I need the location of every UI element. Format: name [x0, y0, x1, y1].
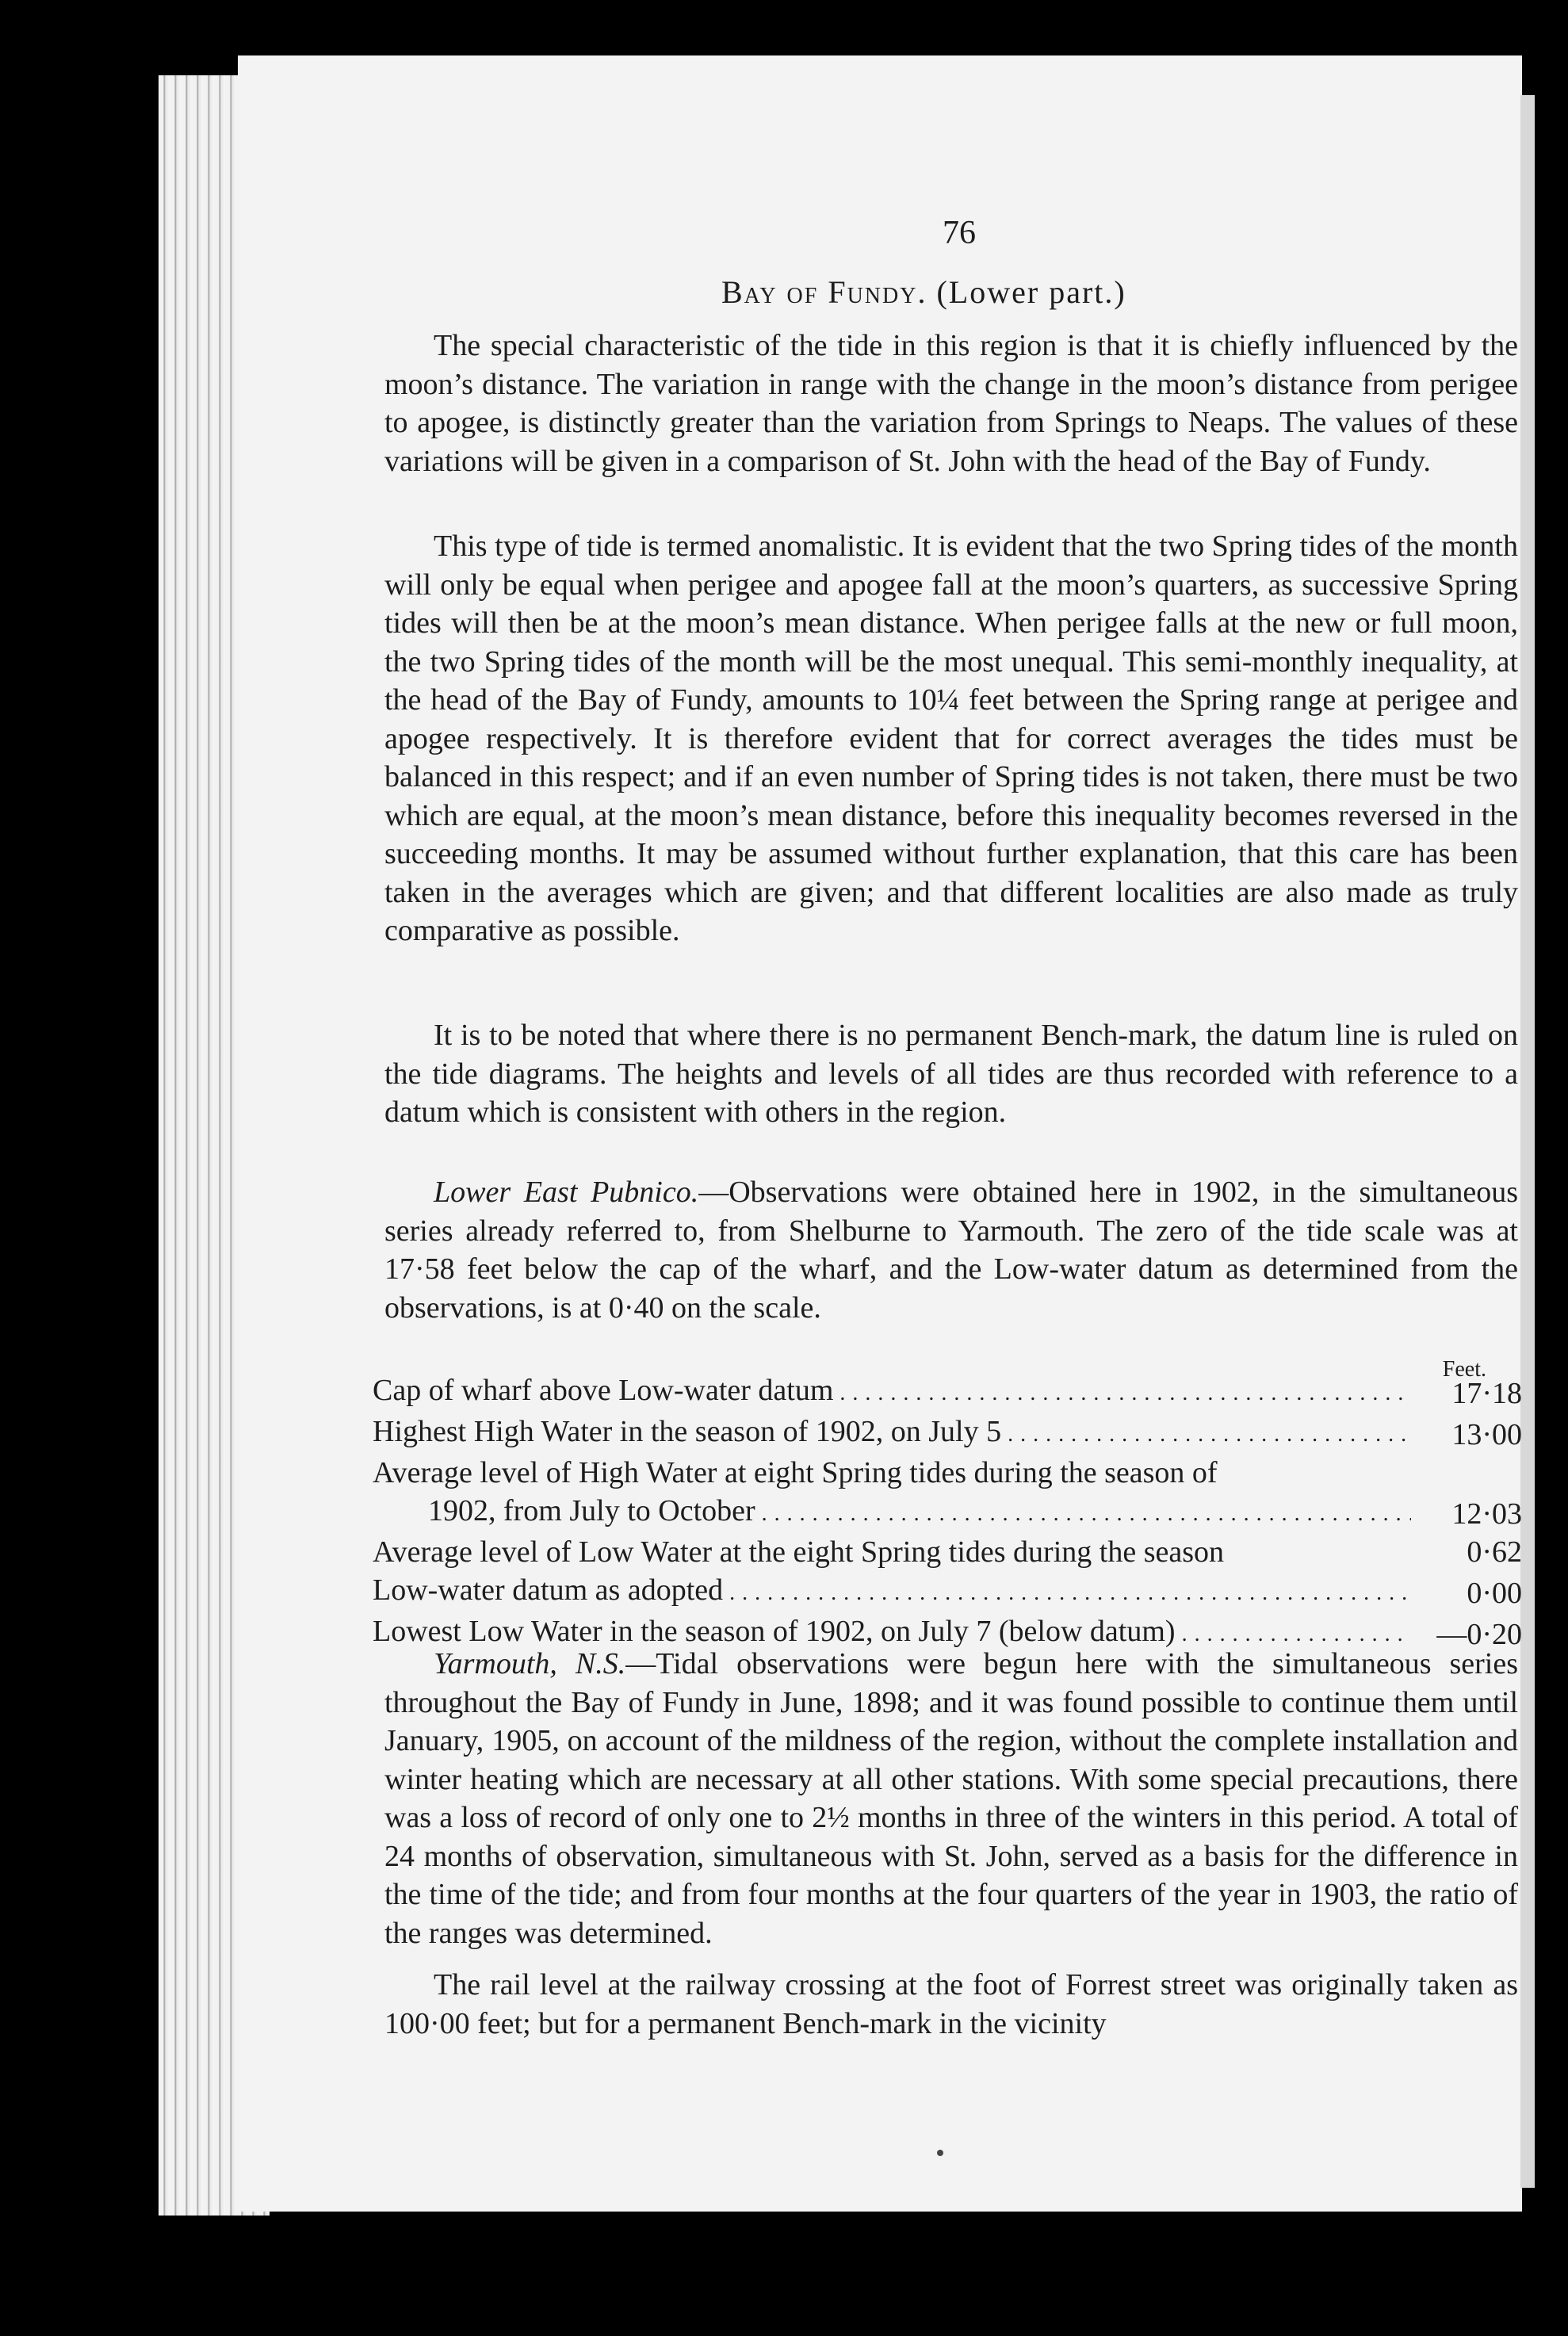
paragraph-yarmouth: [384, 1645, 1518, 1952]
table-row: [373, 1571, 1522, 1612]
row-label: Cap of wharf above Low-water datum . . .: [373, 1371, 1411, 1413]
row-value: 13·00: [1451, 1418, 1522, 1451]
row-value: —0·20: [1436, 1618, 1522, 1651]
leader-dots: [1176, 1615, 1411, 1648]
page-speck: [937, 2150, 943, 2156]
paragraph-rail-level: [384, 1966, 1518, 2043]
place-heading: Lower East Pubnico.: [434, 1176, 699, 1209]
section-title-sub: (Lower part.): [936, 274, 1126, 310]
leader-dots: [1001, 1415, 1411, 1448]
row-label: Highest High Water in the season of 1902, on July 5 . . .: [373, 1413, 1411, 1454]
paragraph-anomalistic-intro: [384, 327, 1518, 480]
paragraph-text: The special characteristic of the tide in this region is that it is chiefly influenced by the moon’s distance. The variation in range with the change in the moon’s distance from perigee to apogee, is distinctly greater than the variation from Springs to Neaps. The values of these variations will be given in a comparison of St. John with the head of the Bay of Fundy.: [384, 329, 1518, 478]
leader-dots: [833, 1374, 1411, 1407]
row-value: 0·00: [1467, 1577, 1522, 1610]
table-row: [373, 1413, 1522, 1454]
paragraph-lower-east-pubnico: [384, 1173, 1518, 1327]
paragraph-body: —Tidal observations were begun here with the simultaneous series throughout the Bay of Fundy in June, 1898; and it was found possible to continue them until January, 1905, on account of the mildness of the region, without the complete installation and winter heating which are necessary at all other stations. With some special precautions, there was a loss of record of only one to 2½ months in three of the winters in this period. A total of 24 months of observation, simultaneous with St. John, served as a basis for the difference in the time of the tide; and from four months at the four quarters of the year in 1903, the ratio of the ranges was determined.: [384, 1647, 1519, 1950]
row-label: Average level of High Water at eight Spring tides during the season of 1902, from July to October . . .: [373, 1454, 1411, 1533]
paragraph-text: The rail level at the railway crossing at the foot of Forrest street was originally taken as 100·00 feet; but for a permanent Bench-mark in the vicinity: [384, 1968, 1518, 2040]
page-number: 76: [943, 215, 976, 251]
section-title: [721, 273, 1292, 311]
paragraph-text: It is to be noted that where there is no permanent Bench-mark, the datum line is ruled on the tide diagrams. The heights and levels of all tides are thus recorded with reference to a datum which is consistent with others in the region.: [384, 1019, 1518, 1129]
row-value: 12·03: [1451, 1497, 1522, 1531]
paragraph-bench-mark-note: [384, 1016, 1518, 1132]
row-label: Low-water datum as adopted . . .: [373, 1571, 1411, 1612]
paragraph-text: This type of tide is termed anomalistic. It is evident that the two Spring tides of the month will only be equal when perigee and apogee fall at the moon’s quarters, as successive Spring tides will then be at the moon’s mean distance. When perigee falls at the new or full moon, the two Spring tides of the month will be the most unequal. This semi-monthly inequality, at the head of the Bay of Fundy, amounts to 10¼ feet between the Spring range at perigee and apogee respectively. It is therefore evident that for correct averages the tides must be balanced in this respect; and if an even number of Spring tides is not taken, there must be two which are equal, at the moon’s mean distance, before this inequality becomes reversed in the succeeding months. It may be assumed without further explanation, that this care has been taken in the averages which are given; and that different localities are also made as truly comparative as possible.: [384, 530, 1518, 947]
leader-dots: [755, 1494, 1411, 1527]
paragraph-body: —Observations were obtained here in 1902, in the simultaneous series already referred to, from Shelburne to Yarmouth. The zero of the tide scale was at 17·58 feet below the cap of the wharf, and the Low-water datum as determined from the observations, is at 0·40 on the scale.: [384, 1176, 1518, 1325]
row-label: Average level of Low Water at the eight Spring tides during the season: [373, 1535, 1225, 1569]
place-heading: Yarmouth, N.S.: [434, 1647, 626, 1680]
paragraph-anomalistic-type: [384, 527, 1518, 950]
leader-dots: [723, 1573, 1411, 1607]
table-row: [373, 1454, 1522, 1533]
section-title-main: Bay of Fundy.: [721, 274, 927, 310]
row-value: 0·62: [1467, 1535, 1522, 1569]
row-label: Lowest Low Water in the season of 1902, on July 7 (below datum) . . .: [373, 1612, 1411, 1654]
table-row: [373, 1371, 1522, 1413]
row-value: 17·18: [1451, 1377, 1522, 1410]
page-right-edge: [1520, 95, 1535, 2188]
table-row: [373, 1533, 1522, 1571]
paragraph-text: [384, 1173, 1518, 1327]
table-unit-header: Feet.: [1442, 1357, 1486, 1382]
tide-levels-table: [373, 1371, 1522, 1654]
paragraph-text: [384, 1645, 1518, 1952]
